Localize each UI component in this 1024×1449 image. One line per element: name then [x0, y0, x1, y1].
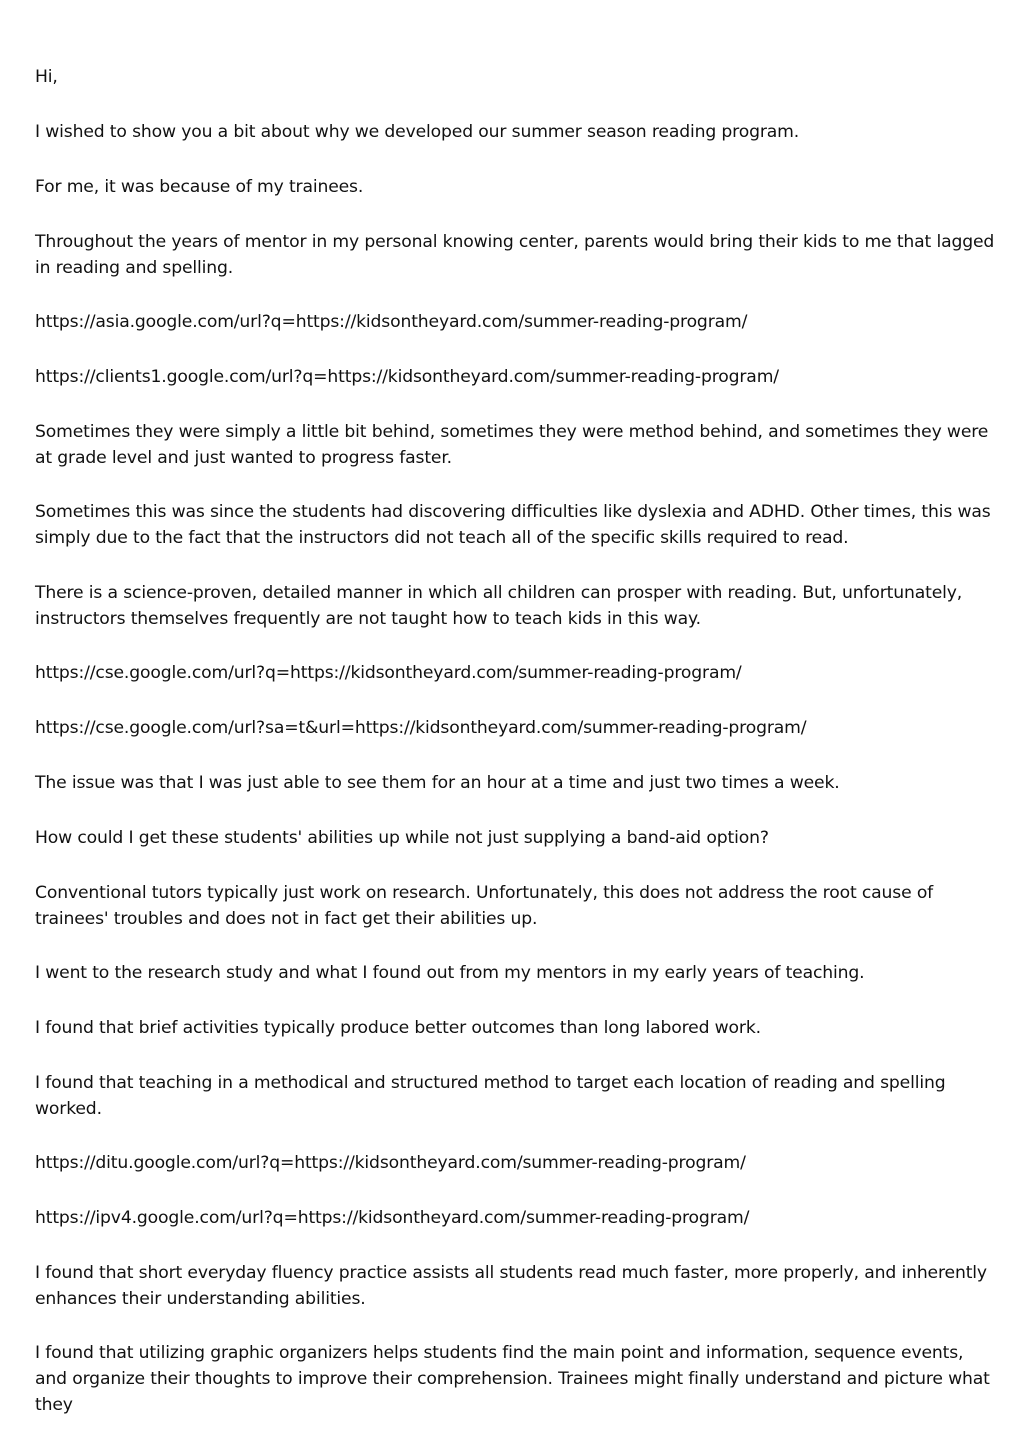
- body-paragraph: I found that brief activities typically produce better outcomes than long labored work.: [35, 1018, 761, 1038]
- body-paragraph: The issue was that I was just able to see them for an hour at a time and just two times a week.: [35, 773, 840, 793]
- body-paragraph: Sometimes this was since the students had discovering difficulties like dyslexia and ADHD. Other times, this was simply due to the fact that the instructors did not teach all of the specific skills required to read.: [35, 502, 991, 548]
- body-paragraph: Throughout the years of mentor in my personal knowing center, parents would bring their kids to me that lagged in reading and spelling.: [35, 232, 995, 278]
- url-paragraph: https://ditu.google.com/url?q=https://kidsontheyard.com/summer-reading-program/: [35, 1153, 746, 1173]
- body-paragraph: How could I get these students' abilities up while not just supplying a band-aid option?: [35, 828, 769, 848]
- url-paragraph: https://ipv4.google.com/url?q=https://kidsontheyard.com/summer-reading-program/: [35, 1208, 750, 1228]
- url-paragraph: https://cse.google.com/url?q=https://kidsontheyard.com/summer-reading-program/: [35, 663, 742, 683]
- url-paragraph: https://cse.google.com/url?sa=t&url=https://kidsontheyard.com/summer-reading-program/: [35, 718, 807, 738]
- body-paragraph: I found that short everyday fluency practice assists all students read much faster, more properly, and inherently enhances their understanding abilities.: [35, 1263, 987, 1309]
- body-paragraph: I wished to show you a bit about why we developed our summer season reading program.: [35, 122, 800, 142]
- body-paragraph: I found that utilizing graphic organizers helps students find the main point and information, sequence events, and organize their thoughts to improve their comprehension. Trainees might finally understand and picture what they: [35, 1343, 990, 1415]
- body-paragraph: Sometimes they were simply a little bit behind, sometimes they were method behind, and sometimes they were at grade level and just wanted to progress faster.: [35, 422, 989, 468]
- body-paragraph: Conventional tutors typically just work on research. Unfortunately, this does not address the root cause of trainees' troubles and does not in fact get their abilities up.: [35, 883, 934, 929]
- body-paragraph: There is a science-proven, detailed manner in which all children can prosper with reading. But, unfortunately, instructors themselves frequently are not taught how to teach kids in this way.: [35, 583, 963, 629]
- url-paragraph: https://clients1.google.com/url?q=https://kidsontheyard.com/summer-reading-program/: [35, 367, 779, 387]
- greeting-paragraph: Hi,: [35, 67, 58, 87]
- body-paragraph: For me, it was because of my trainees.: [35, 177, 364, 197]
- body-paragraph: I found that teaching in a methodical and structured method to target each location of reading and spelling worked.: [35, 1073, 946, 1119]
- url-paragraph: https://asia.google.com/url?q=https://kidsontheyard.com/summer-reading-program/: [35, 312, 748, 332]
- body-paragraph: I went to the research study and what I found out from my mentors in my early years of teaching.: [35, 963, 865, 983]
